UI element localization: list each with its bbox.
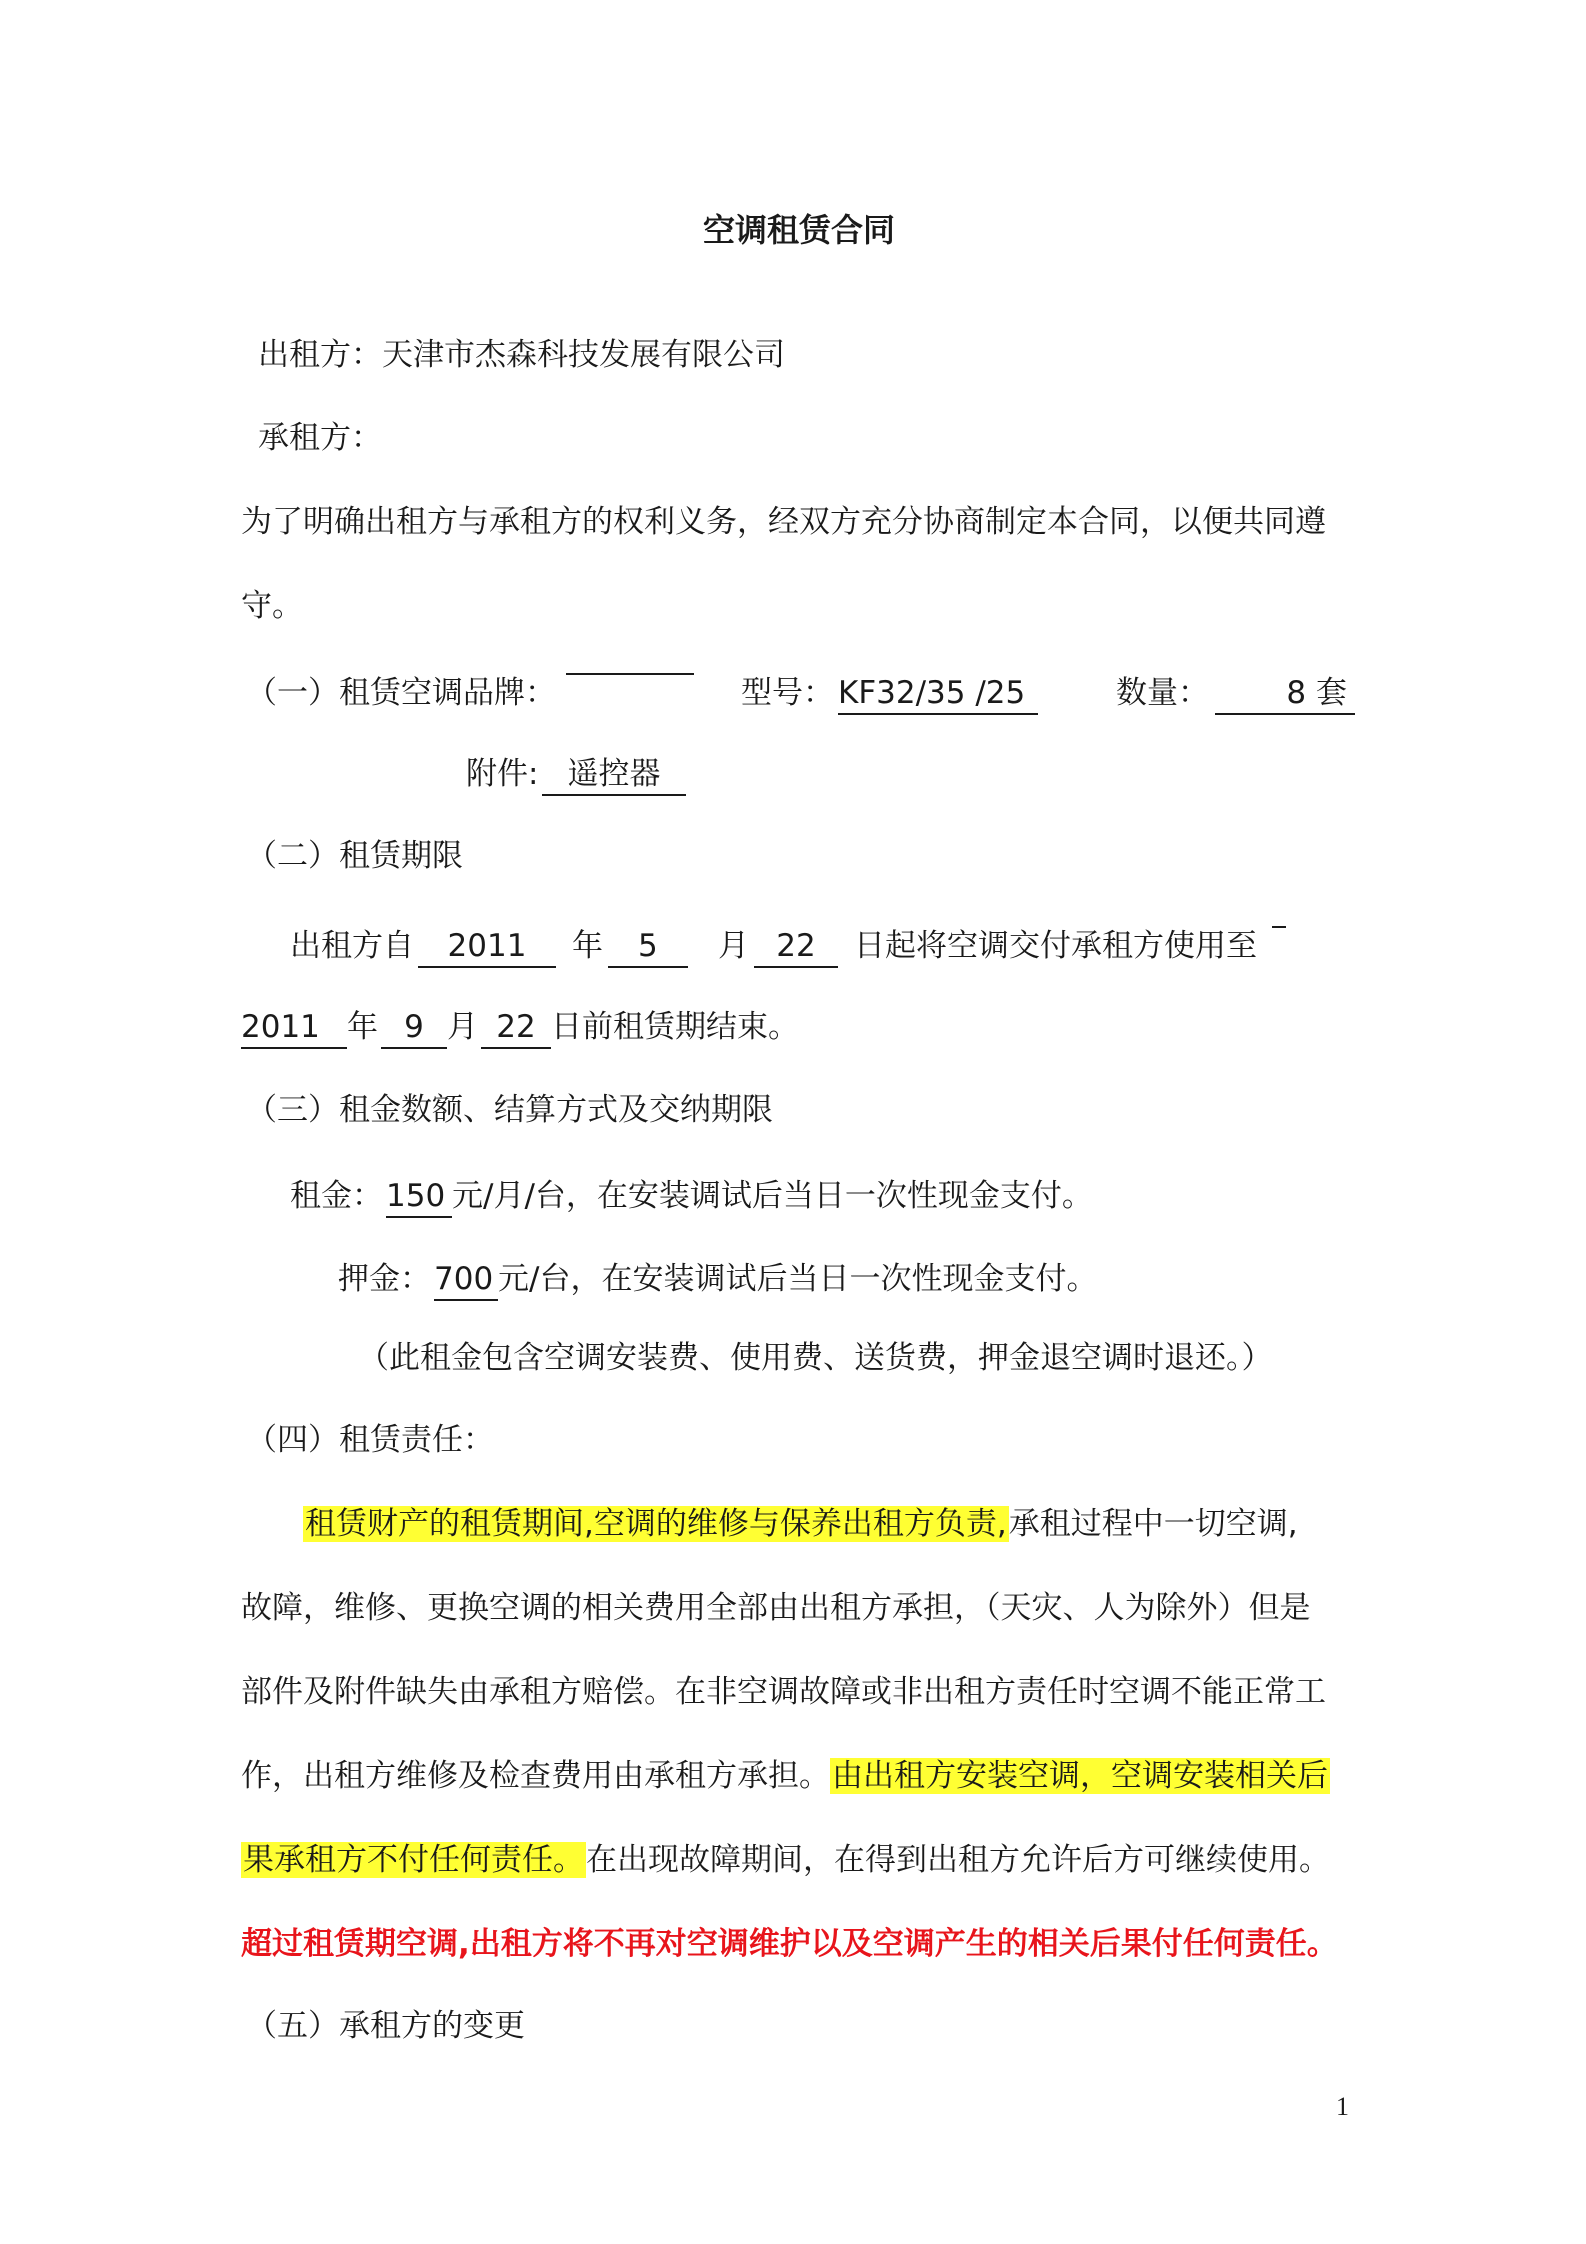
s1-accessory-value: 遥控器 [542, 754, 686, 796]
s3-deposit-label: 押金： [338, 1261, 431, 1297]
s1-model-label: 型号： [741, 675, 834, 711]
s2-to-month: 9 [381, 1007, 447, 1049]
lessor-label: 出租方： [258, 337, 382, 373]
s3-rent-value: 150 [386, 1176, 452, 1218]
s4-line-5 [241, 1838, 1330, 1882]
s5-heading: （五）承租方的变更 [246, 2008, 525, 2044]
s4-line-1 [303, 1502, 1298, 1546]
s1-qty-value: 8 套 [1215, 673, 1355, 715]
s3-deposit-value: 700 [434, 1259, 498, 1301]
intro-line-1: 为了明确出租方与承租方的权利义务，经双方充分协商制定本合同，以便共同遵 [241, 504, 1326, 540]
lessor-value: 天津市杰森科技发展有限公司 [382, 337, 785, 373]
s1-accessory-label: 附件: [466, 756, 539, 792]
s2-to-year: 2011 [241, 1007, 347, 1049]
s2-from-month: 5 [608, 926, 688, 968]
s2-from-tail: 日起将空调交付承租方使用至 [854, 928, 1257, 964]
s3-rent-tail: 元/月/台，在安装调试后当日一次性现金支付。 [452, 1178, 1093, 1214]
s2-month-label: 月 [718, 928, 749, 964]
s4-line-4 [241, 1754, 1330, 1798]
s4-line-1-rest: 承租过程中一切空调, [1008, 1506, 1298, 1542]
s4-line-5-rest: 在出现故障期间，在得到出租方允许后方可继续使用。 [586, 1842, 1330, 1878]
s3-deposit-tail: 元/台，在安装调试后当日一次性现金支付。 [498, 1261, 1098, 1297]
s4-line-4-highlight: 由出租方安装空调，空调安装相关后 [832, 1758, 1328, 1794]
s2-to-tail: 日前租赁期结束。 [551, 1009, 799, 1045]
s3-note: （此租金包含空调安装费、使用费、送货费，押金退空调时退还。） [358, 1340, 1273, 1376]
page-title: 空调租赁合同 [703, 211, 896, 249]
s2-heading: （二）租赁期限 [246, 838, 463, 874]
s3-heading: （三）租金数额、结算方式及交纳期限 [246, 1092, 773, 1128]
s2-to-month-label: 月 [447, 1009, 478, 1045]
intro-line-2: 守。 [241, 588, 303, 624]
s4-line-5-highlight: 果承租方不付任何责任。 [243, 1842, 584, 1878]
s2-from-label: 出租方自 [290, 928, 414, 964]
page-number: 1 [1336, 2092, 1349, 2121]
s2-from-day: 22 [754, 926, 838, 968]
lessor-line [258, 333, 785, 377]
s3-rent-label: 租金： [290, 1178, 383, 1214]
s2-year-label: 年 [572, 928, 603, 964]
s2-to-year-label: 年 [347, 1009, 378, 1045]
s4-line-6-warning: 超过租赁期空调,出租方将不再对空调维护以及空调产生的相关后果付任何责任。 [241, 1926, 1338, 1962]
s4-heading: （四）租赁责任： [246, 1422, 494, 1458]
s2-from-year: 2011 [418, 926, 556, 968]
s4-line-4-text: 作，出租方维修及检查费用由承租方承担。 [241, 1758, 830, 1794]
lessee-line [258, 416, 382, 460]
lessee-label: 承租方： [258, 420, 382, 456]
s1-brand-value [566, 673, 694, 675]
s4-line-2: 故障，维修、更换空调的相关费用全部由出租方承担，（天灾、人为除外）但是 [241, 1590, 1311, 1626]
s1-heading: （一）租赁空调品牌： [246, 675, 556, 711]
s4-line-3: 部件及附件缺失由承租方赔偿。在非空调故障或非出租方责任时空调不能正常工 [241, 1674, 1326, 1710]
s4-line-1-highlight: 租赁财产的租赁期间,空调的维修与保养出租方负责, [305, 1506, 1007, 1542]
s2-continuation-blank [1272, 926, 1286, 928]
s2-to-day: 22 [481, 1007, 551, 1049]
s1-qty-label: 数量： [1116, 675, 1209, 711]
s1-model-value: KF32/35 /25 [838, 673, 1038, 715]
